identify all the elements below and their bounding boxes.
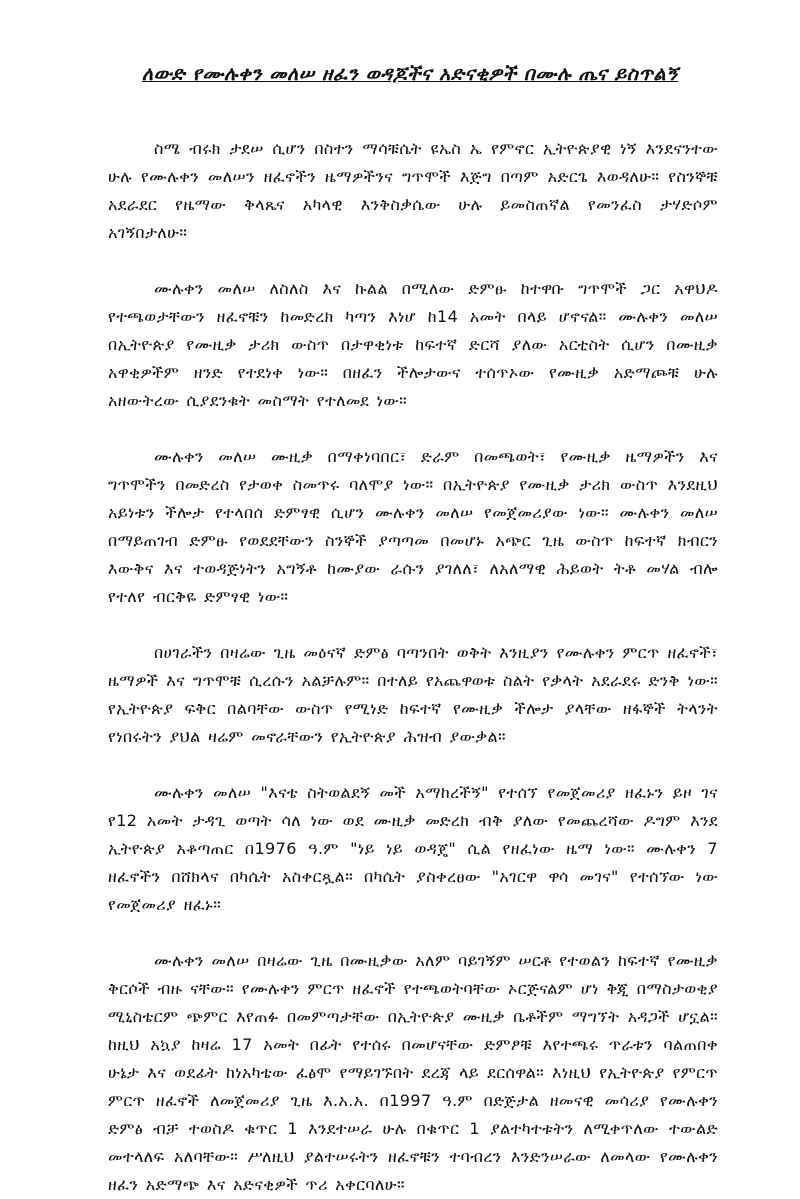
- paragraph-4: በሀገራችን በዛሬው ጊዜ መዕናኛ ድምፅ ባጣንበት ወቅት እንዚያን የሙሉቀን ምርጥ ዘፈኖች፣ ዜማዎች እና ግጥሞቹ ሲረሱን አልቻሉም። በተለይ የአጨዋወቱ ስልት የቃላት አደራደሩ ድንቅ ነው። የኢትዮጵያ ፍቅር በልባቸው ውስጥ የሚነድ ከፍተኛ የሙዚቃ ችሎታ ያላቸው ዘፋኞች ትላንት የነበሩትን ያህል ዛሬም መኖራቸውን የኢትዮጵያ ሕዝብ ያውቃል።: [108, 643, 718, 746]
- paragraph-6: ሙሉቀን መለሠ በዛሬው ጊዜ በሙዚቃው አለም ባይገኝም ሠርቶ የተወልን ከፍተኛ የሙዚቃ ቅርሶች ብዙ ናቸው። የሙሉቀን ምርጥ ዘፈኖች የተጫወትባቸው ኦርጅናልም ሆነ ቅጂ በማስታወቂያ ሚኒስቴርም ጭምር እየጠፉ በመምጣታቸው በኢትዮጵያ ሙዚቃ ቤቶችም ማግኘት አዳጋች ሆኗል። ከዚህ አኳያ ከዛሬ 17 አመት በፊት የተሰሩ በመሆናቸው ድምፆቹ እየተጫሩ ጥራቱን ባልጠበቀ ሁኔታ እና ወደፊት ከነአካቴው ፈፅሞ የማይገኙበት ደረጃ ላይ ደርሰዋል። እነዚህ የኢትዮጵያ የምርጥ ምርጥ ዘፈኖች ለመጀመሪያ ጊዜ እ.አ.አ. በ1997 ዓ.ም በድጅታል ዘመናዊ መሳሪያ የሙሉቀን ድምፅ ብቻ ተወስዶ ቁጥር 1 እንደተሠራ ሁሉ በቁጥር 1 ያልተካተቱትን ለሚቀጥለው ተውልድ መተላለፍ አለባቸው። ሥለዚህ ያልተሠሩትን ዘፈኖቹን ተባብረን እንድንሠራው ለመላው የሙሉቀን ዘፈን አድማጭ እና አድናቂዎች ጥሪ አቀርባለሁ።: [108, 951, 718, 1194]
- paragraph-2: ሙሉቀን መለሠ ለስለስ እና ኩልል በሚለው ድምፁ ከተዋቡ ግጥሞች ጋር አዋህዶ የተጫወታቸውን ዘፈኖቹን ከመድረክ ካጣን እነሆ ከ14 አመት በላይ ሆኖናል። ሙሉቀን መለሠ በኢትዮጵያ የሙዚቃ ታሪክ ውስጥ በታዋቂነቱ ከፍተኛ ድርሻ ያለው አርቲስት ሲሆን በሙዚቃ አዋቂዎችም ዘንድ የተደነቀ ነው። በዘፈን ችሎታውና ተሰጥኦው የሙዚቃ አድማጮቹ ሁሉ አዘውትረው ሲያደንቁት መስማት የተለመደ ነው።: [108, 279, 718, 410]
- paragraph-5: ሙሉቀን መለሠ "እናቴ ስትወልደኝ መች አማከረችኝ" የተሰኘ የመጀመሪያ ዘፈኑን ይዞ ገና የ12 አመት ታዳጊ ወጣት ሳለ ነው ወደ ሙዚቃ መድረክ ብቅ ያለው የመጨረሻው ዶግም እንደ ኢትዮጵያ አቆጣጠር በ1976 ዓ.ም "ነይ ነይ ወዳጄ" ሲል የዘፈነው ዜማ ነው። ሙሉቀን 7 ዘፈኖችን በሸክላና በካሴት አስቀርጿል። በካሴት ያስቀረፀው "አገርዋ ዋሳ መገና" የተሰኘው ነው የመጀመሪያ ዘፈኑ።: [108, 783, 718, 914]
- document-body: [108, 135, 718, 1199]
- paragraph-1: ስሜ ብሩክ ታደሠ ሲሆን በስተን ማሳቹሴት ዩኤስ ኤ የምኖር ኢትዮጵያዊ ነኝ እንደናንተው ሁሉ የሙሉቀን መለሠን ዘፈኖችን ዜማዎችንና ግጥሞች እጅግ በጣም አድርጌ እወዳለሁ። የስንኞቹ አደራደር የዜማው ቅላጼና አካላዊ እንቅስቃሴው ሁሉ ይመስጠኛል የመንፈስ ታሃድሶም አገኝበታለሁ።: [108, 139, 718, 242]
- document-title: ለውድ የሙሉቀን መለሠ ዘፈን ወዳጆችና አድናቂዎች በሙሉ ጤና ይስጥልኝ: [141, 63, 679, 85]
- paragraph-3: ሙሉቀን መለሠ ሙዚቃ በማቀነባበር፣ ድራም በመጫወት፣ የሙዚቃ ዜማዎችን እና ግጥሞችን በመድረስ የታወቀ ስመጥሩ ባለሞያ ነው። በኢትዮጵያ የሙዚቃ ታሪክ ውስጥ እንደዚህ አይነቱን ችሎታ የተላበሰ ድምፃዊ ሲሆን ሙሉቀን መለሠ የመጀመሪያው ነው። ሙሉቀን መለሠ በማይጠገብ ድምፁ የወደደቸውን ስንኞች ያጣጣመ በመሆኑ አጭር ጊዜ ውስጥ ከፍተኛ ክብርን እውቅና እና ተወዳጅነትን አግኝቶ ከሙያው ራሱን ያገለለ፣ ለአለማዊ ሕይወት ትቶ መሃል ብሎ የተለየ ብርቅዬ ድምፃዊ ነው።: [108, 447, 718, 606]
